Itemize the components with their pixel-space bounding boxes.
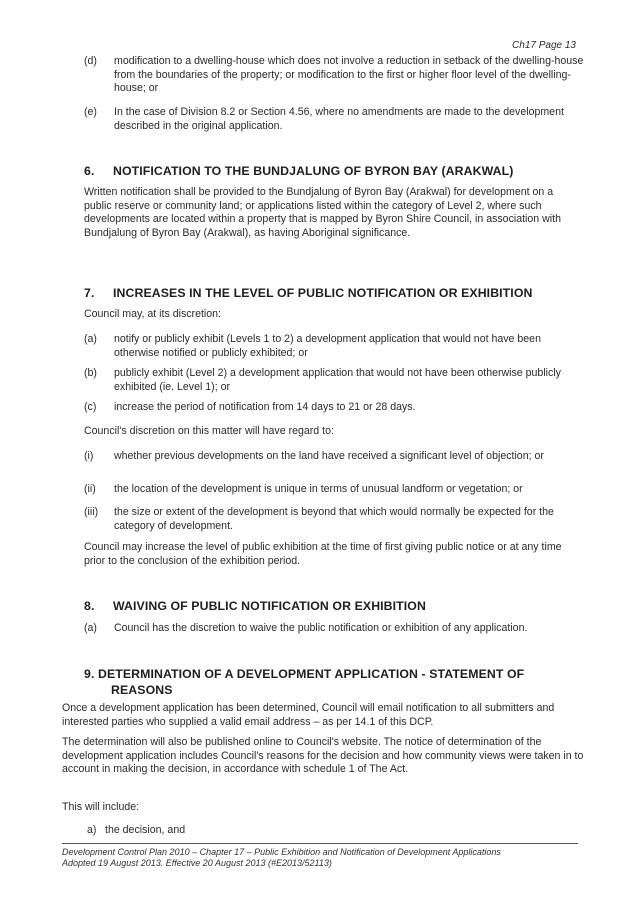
list-item-label: (ii): [84, 483, 96, 495]
section-6-paragraph: Written notification shall be provided to the Bundjalung of Byron Bay (Arakwal) for development on a public reserve or community land; or applications listed within the category of Level 2, where such developments are located within a property that is mapped by Byron Shire Council, in association with Bundjalung of Byron Bay (Arakwal), as having Aboriginal significance.: [84, 186, 561, 239]
footer-divider: [62, 843, 578, 844]
section-7-number: 7.: [84, 286, 95, 300]
section-7-heading: INCREASES IN THE LEVEL OF PUBLIC NOTIFICATION OR EXHIBITION: [113, 286, 533, 300]
list-item-label: (e): [84, 106, 97, 118]
section-9-include-intro: This will include:: [62, 801, 140, 813]
section-8-number: 8.: [84, 599, 95, 613]
list-item-label: (a): [84, 333, 97, 345]
section-9-paragraph: Once a development application has been determined, Council will email notification to all submitters and interested parties who supplied a valid email address – as per 14.1 of this DCP.: [62, 702, 555, 728]
list-item-text: notify or publicly exhibit (Levels 1 to 2) a development application that would not have been otherwise notified or publicly exhibited; or: [114, 333, 541, 359]
list-item-label: (i): [84, 450, 94, 462]
list-item-text: Council has the discretion to waive the public notification or exhibition of any application.: [114, 622, 528, 634]
list-item-text: whether previous developments on the land have received a significant level of objection; or: [114, 450, 544, 462]
page-number: Ch17 Page 13: [512, 40, 576, 51]
list-item-text: increase the period of notification from 14 days to 21 or 28 days.: [114, 401, 416, 413]
list-item-label: (b): [84, 367, 97, 379]
section-9-paragraph: The determination will also be published online to Council's website. The notice of determination of the development application includes Council's reasons for the decision and how community views were taken in to account in making the decision, in accordance with schedule 1 of The Act.: [62, 736, 584, 775]
list-item-label: (d): [84, 55, 97, 67]
list-item-text: modification to a dwelling-house which does not involve a reduction in setback of the dwelling-house from the boundaries of the property; or modification to the first or higher floor level of the dwelling-house; or: [114, 55, 584, 94]
section-8-heading: WAIVING OF PUBLIC NOTIFICATION OR EXHIBITION: [113, 599, 426, 613]
list-item-text: In the case of Division 8.2 or Section 4.56, where no amendments are made to the development described in the original application.: [114, 106, 564, 132]
list-item-text: the size or extent of the development is beyond that which would normally be expected for the category of development.: [114, 506, 554, 532]
section-6-number: 6.: [84, 164, 95, 178]
section-7-closing: Council may increase the level of public exhibition at the time of first giving public notice or at any time prior to the conclusion of the exhibition period.: [84, 541, 562, 567]
section-6-heading: NOTIFICATION TO THE BUNDJALUNG OF BYRON BAY (ARAKWAL): [113, 164, 514, 178]
list-item-label: (iii): [84, 506, 99, 518]
list-item-text: the decision, and: [105, 824, 186, 836]
list-item-text: publicly exhibit (Level 2) a development application that would not have been otherwise publicly exhibited (ie. Level 1); or: [114, 367, 561, 393]
list-item-label: (c): [84, 401, 97, 413]
list-item-label: a): [87, 824, 97, 836]
section-9-heading: 9. DETERMINATION OF A DEVELOPMENT APPLICATION - STATEMENT OF: [84, 667, 525, 681]
footer-line-2: Adopted 19 August 2013. Effective 20 August 2013 (#E2013/52113): [62, 858, 332, 868]
section-9-heading-cont: REASONS: [111, 683, 173, 697]
section-7-intro: Council may, at its discretion:: [84, 308, 221, 320]
list-item-label: (a): [84, 622, 97, 634]
list-item-text: the location of the development is unique in terms of unusual landform or vegetation; or: [114, 483, 523, 495]
section-7-regard: Council's discretion on this matter will have regard to:: [84, 425, 334, 437]
footer-line-1: Development Control Plan 2010 – Chapter 17 – Public Exhibition and Notification of Development Applications: [62, 847, 501, 857]
